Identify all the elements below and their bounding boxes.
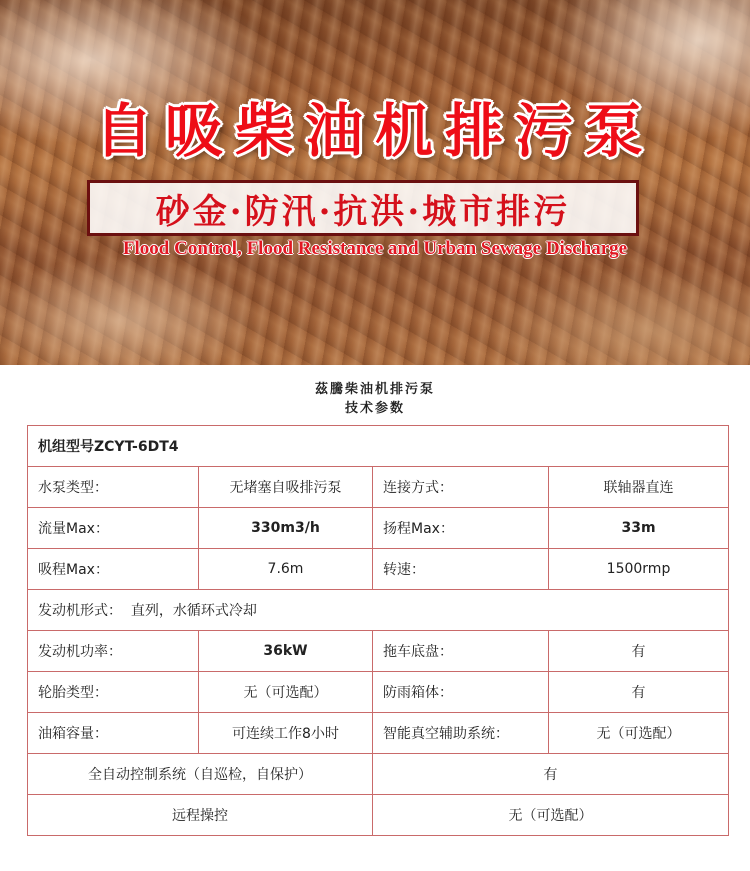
head-label: 扬程Max： [373,508,549,549]
table-row [28,426,729,467]
table-row [28,672,729,713]
spec-heading: 技术参数 [344,401,405,416]
rainproof-label: 防雨箱体： [373,672,549,713]
trailer-value: 有 [549,631,729,672]
banner-english-subtitle: Flood Control, Flood Resistance and Urban Sewage Discharge [122,238,628,259]
trailer-label: 拖车底盘： [373,631,549,672]
pump-type-value: 无堵塞自吸排污泵 [199,467,373,508]
vacuum-value: 无（可选配） [549,713,729,754]
table-row [28,795,729,836]
table-row [28,590,729,631]
head-value: 33m [549,508,729,549]
speed-label: 转速： [373,549,549,590]
model-cell: 机组型号ZCYT-6DT4 [28,426,729,467]
rainproof-value: 有 [549,672,729,713]
suction-label: 吸程Max： [28,549,199,590]
flow-label: 流量Max： [28,508,199,549]
power-label: 发动机功率： [28,631,199,672]
tire-value: 无（可选配） [199,672,373,713]
connection-label: 连接方式： [373,467,549,508]
banner-subtitle: 砂金·防汛·抗洪·城市排污 [155,191,571,232]
engine-form-cell: 发动机形式： 直列，水循环式冷却 [28,590,729,631]
pump-type-label: 水泵类型： [28,467,199,508]
auto-control-value: 有 [373,754,729,795]
tank-label: 油箱容量： [28,713,199,754]
product-heading: 茲騰柴油机排污泵 [314,382,435,397]
vacuum-label: 智能真空辅助系统： [373,713,549,754]
flow-value: 330m3/h [199,508,373,549]
hero-banner [0,0,750,365]
table-row [28,508,729,549]
connection-value: 联轴器直连 [549,467,729,508]
table-row [28,754,729,795]
tire-label: 轮胎类型： [28,672,199,713]
suction-value: 7.6m [199,549,373,590]
remote-control-label: 远程操控 [28,795,373,836]
table-row [28,631,729,672]
table-row [28,713,729,754]
spec-table [27,425,729,836]
speed-value: 1500rmp [549,549,729,590]
tank-value: 可连续工作8小时 [199,713,373,754]
table-row [28,549,729,590]
auto-control-label: 全自动控制系统（自巡检，自保护） [28,754,373,795]
table-row [28,467,729,508]
remote-control-value: 无（可选配） [373,795,729,836]
banner-title: 自吸柴油机排污泵 [94,97,655,165]
power-value: 36kW [199,631,373,672]
banner-subtitle-box [87,180,639,236]
